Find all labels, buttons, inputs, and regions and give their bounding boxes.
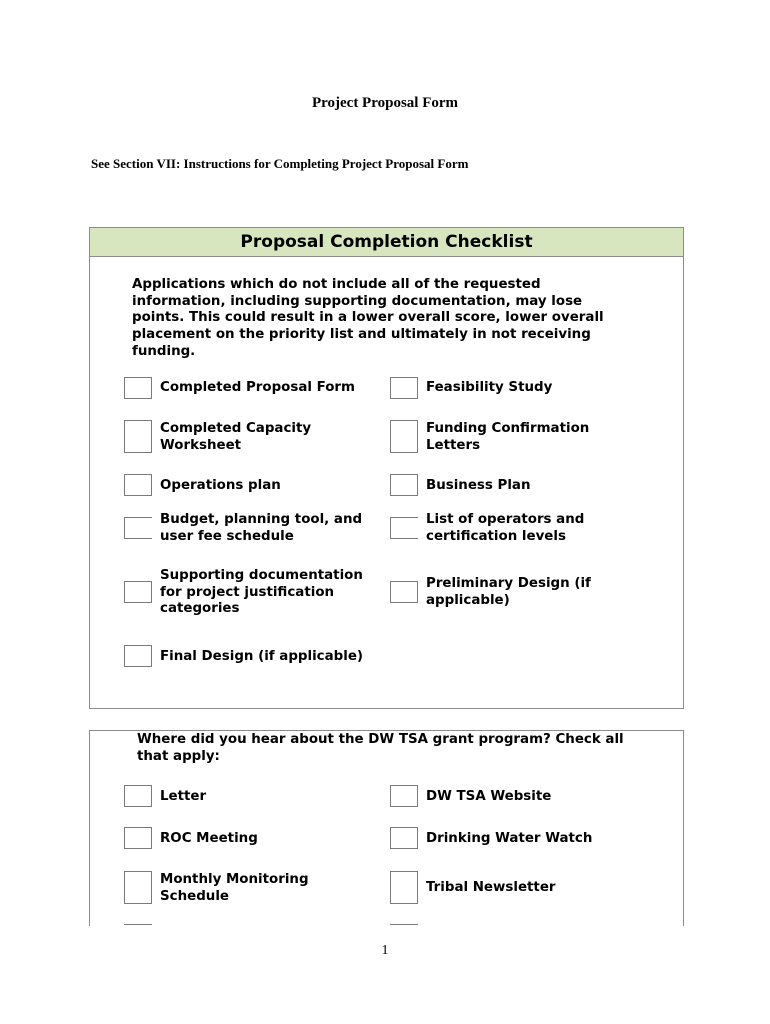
checkbox-monthly-monitoring[interactable] — [124, 871, 152, 904]
page-title: Project Proposal Form — [311, 95, 459, 111]
checkbox-operators-list[interactable] — [390, 517, 418, 539]
page-number: 1 — [381, 943, 389, 958]
checkbox-preliminary-design[interactable] — [390, 581, 418, 603]
checkbox-drinking-water-watch[interactable] — [390, 827, 418, 849]
checkbox-completed-proposal-form[interactable] — [124, 377, 152, 399]
checkbox-budget-schedule[interactable] — [124, 517, 152, 539]
survey-question: Where did you hear about the DW TSA grant program? Check all that apply: — [137, 732, 624, 764]
checkbox-letter[interactable] — [124, 785, 152, 807]
checkbox-tribal-newsletter[interactable] — [390, 871, 418, 904]
label-budget-schedule: Budget, planning tool, and user fee schedule — [160, 512, 363, 544]
label-completed-proposal-form: Completed Proposal Form — [160, 380, 355, 395]
label-final-design: Final Design (if applicable) — [160, 649, 364, 664]
checkbox-business-plan[interactable] — [390, 474, 418, 496]
label-supporting-documentation: Supporting documentation for project justification categories — [160, 568, 363, 617]
checkbox-dw-tsa-website[interactable] — [390, 785, 418, 807]
label-preliminary-design: Preliminary Design (if applicable) — [426, 576, 591, 608]
checkbox-funding-confirmation[interactable] — [390, 420, 418, 453]
checkbox-roc-meeting[interactable] — [124, 827, 152, 849]
label-operations-plan: Operations plan — [160, 478, 281, 493]
label-monthly-monitoring: Monthly Monitoring Schedule — [160, 872, 309, 904]
label-capacity-worksheet: Completed Capacity Worksheet — [160, 421, 312, 453]
checkbox-capacity-worksheet[interactable] — [124, 420, 152, 453]
label-drinking-water-watch: Drinking Water Watch — [426, 831, 593, 846]
checkbox-cutoff-left — [124, 924, 152, 926]
label-business-plan: Business Plan — [426, 478, 531, 493]
checklist-heading: Proposal Completion Checklist — [90, 228, 683, 257]
checkbox-supporting-documentation[interactable] — [124, 581, 152, 603]
label-operators-list: List of operators and certification levels — [426, 512, 585, 544]
checkbox-cutoff-right — [390, 924, 418, 926]
instructions-note: See Section VII: Instructions for Completing Project Proposal Form — [91, 156, 469, 171]
label-feasibility-study: Feasibility Study — [426, 380, 553, 395]
checkbox-operations-plan[interactable] — [124, 474, 152, 496]
label-roc-meeting: ROC Meeting — [160, 831, 258, 846]
label-funding-confirmation: Funding Confirmation Letters — [426, 421, 590, 453]
checklist-intro: Applications which do not include all of the requested information, including supporting documentation, may lose points. This could result in a lower overall score, lower overall placement on the priority list and ultimately in not receiving funding. — [132, 277, 604, 359]
checkbox-feasibility-study[interactable] — [390, 377, 418, 399]
checkbox-final-design[interactable] — [124, 645, 152, 667]
label-tribal-newsletter: Tribal Newsletter — [426, 880, 556, 895]
label-dw-tsa-website: DW TSA Website — [426, 789, 552, 804]
label-letter: Letter — [160, 789, 207, 804]
